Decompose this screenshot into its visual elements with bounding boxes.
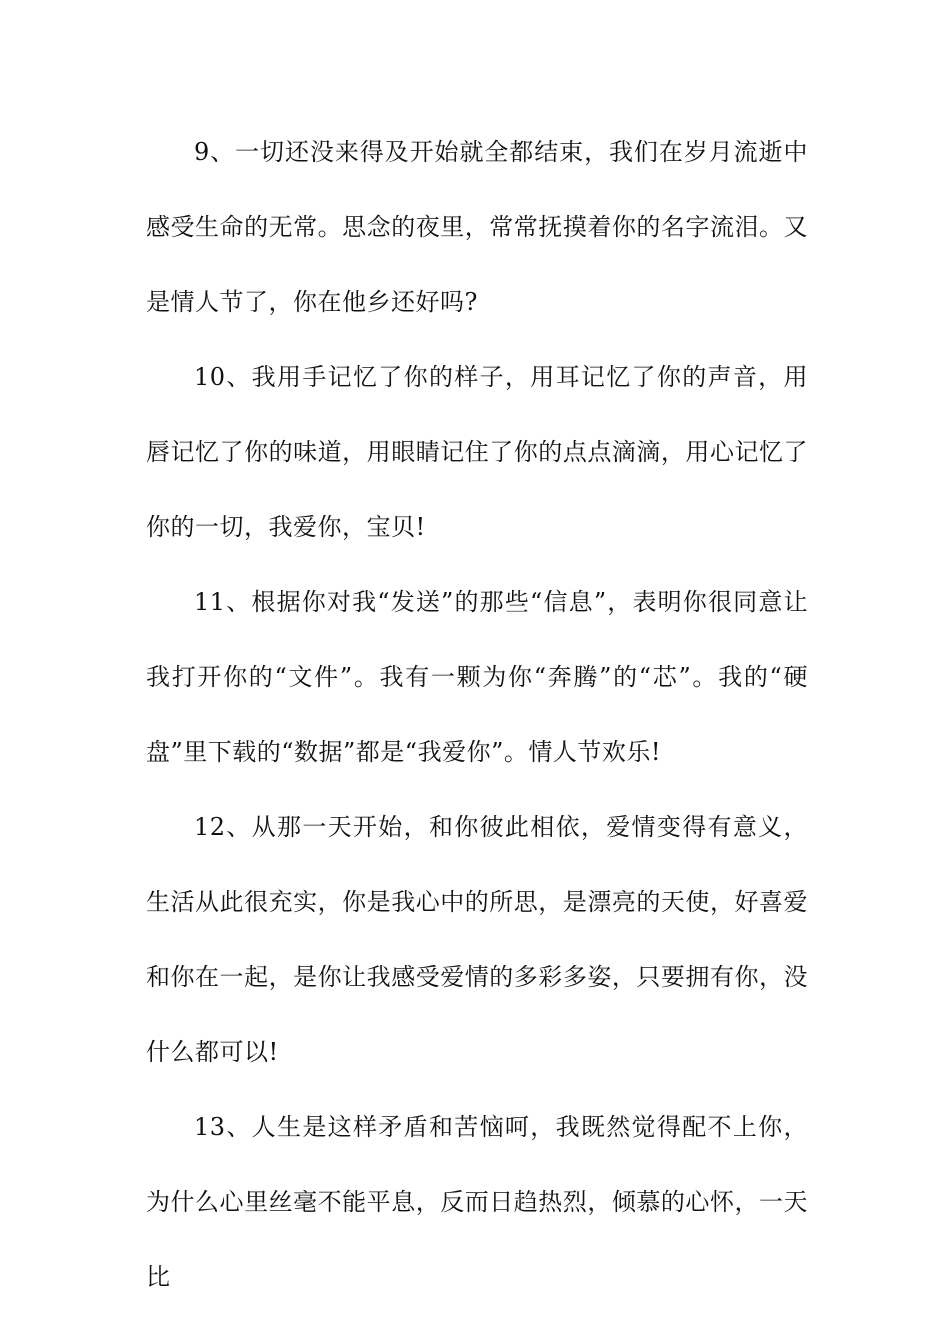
paragraph-12: 12、从那一天开始，和你彼此相依，爱情变得有意义，生活从此很充实，你是我心中的所思，是漂亮的天使，好喜爱和你在一起，是你让我感受爱情的多彩多姿，只要拥有你，没什么都可以!	[146, 813, 808, 1066]
paragraph-10: 10、我用手记忆了你的样子，用耳记忆了你的声音，用唇记忆了你的味道，用眼睛记住了你的点点滴滴，用心记忆了你的一切，我爱你，宝贝!	[146, 363, 808, 541]
document-body	[146, 115, 808, 1315]
paragraph-13: 13、人生是这样矛盾和苦恼呵，我既然觉得配不上你，为什么心里丝毫不能平息，反而日趋热烈，倾慕的心怀，一天比	[146, 1113, 808, 1291]
paragraph-9: 9、一切还没来得及开始就全都结束，我们在岁月流逝中感受生命的无常。思念的夜里，常常抚摸着你的名字流泪。又是情人节了，你在他乡还好吗?	[146, 138, 808, 316]
paragraph-11: 11、根据你对我“发送”的那些“信息”，表明你很同意让我打开你的“文件”。我有一颗为你“奔腾”的“芯”。我的“硬盘”里下载的“数据”都是“我爱你”。情人节欢乐!	[146, 588, 808, 766]
